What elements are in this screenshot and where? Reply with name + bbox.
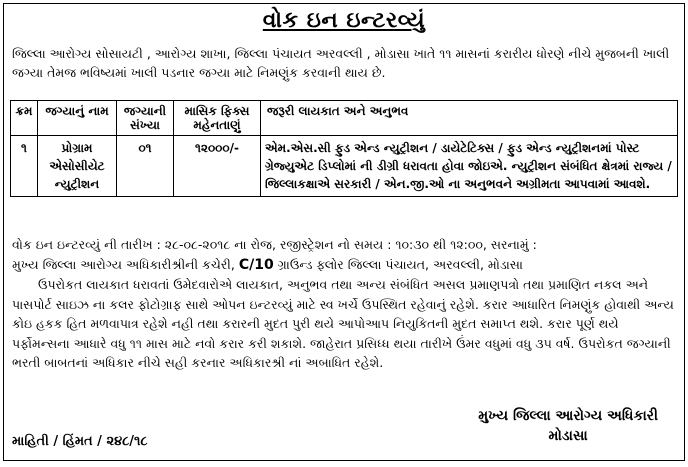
interview-address <box>12 255 676 276</box>
address-location: ગ્રાઉન્ડ ફ્લોર જિલ્લા પંચાયત, અરવલ્લી, મોડાસા <box>273 256 523 272</box>
address-office: મુખ્ય જિલ્લા આરોગ્ય અધિકારીશ્રીની કચેરી, <box>12 256 239 272</box>
notice-body <box>12 235 676 373</box>
header-salary: માસિક ફિક્સ મહેનતાણું <box>174 101 261 136</box>
cell-no: ૧ <box>11 136 38 197</box>
notice-document <box>3 3 685 461</box>
table-header-row <box>11 101 678 136</box>
signatory-designation: મુખ્ય જિલ્લા આરોગ્ય અધિકારી <box>478 408 658 424</box>
signatory-place: મોડાસા <box>548 428 588 444</box>
intro-paragraph: જિલ્લા આરોગ્ય સોસાયટી , આરોગ્ય શાખા, જિલ્લા પંચાયત અરવલ્લી , મોડાસા ખાતે ૧૧ માસનાં કરારીય ધોરણે નીચે મુજબની ખાલી જગ્યા તેમજ ભવિષ્યમાં ખાલી પડનાર જગ્યા માટે નિમણુંક કરવાની થાય છે. <box>12 46 670 80</box>
header-name: જગ્યાનું નામ <box>38 101 117 136</box>
header-qualification: જરૂરી લાયકાત અને અનુભવ <box>261 101 678 136</box>
reference-code: માહિતી / હિંમત / ૨૪૮/૧૮ <box>12 434 148 449</box>
table-row <box>11 136 678 197</box>
cell-qualification: એમ.એસ.સી ફુડ એન્ડ ન્યુટ્રીશન / ડાયેટેટિક્સ / ફુડ એન્ડ ન્યુટ્રીશનમાં પોસ્ટ ગ્રેજ્યુએટ ડિપ્લોમાં ની ડીગ્રી ધરાવતા હોવા જોઇએ. ન્યુટ્રીશન સંબંધિત ક્ષેત્રમાં રાજ્ય / જિલ્લાકક્ષાએ સરકારી / એન.જી.ઓ ના અનુભવને અગ્રીમતા આપવામાં આવશે. <box>261 136 678 197</box>
interview-details: વોક ઇન ઇન્ટરવ્યું ની તારીખ : ૨૮-૦૮-૨૦૧૮ ના રોજ, રજીસ્ટ્રેશન નો સમય : ૧૦:૩૦ થી ૧૨:૦૦, સરનામું : <box>12 237 537 252</box>
cell-post-name: પ્રોગ્રામ એસોસીયેટ ન્યુટ્રીશન <box>38 136 117 197</box>
notice-title: વોક ઇન ઇન્ટરવ્યું <box>262 8 426 33</box>
cell-count: ૦૧ <box>117 136 174 197</box>
header-no: ક્રમ <box>11 101 38 136</box>
signature-block <box>478 406 658 446</box>
cell-salary: ૧૨૦૦૦/- <box>174 136 261 197</box>
address-room: C/10 <box>238 256 274 273</box>
terms-paragraph: ઉપરોકત લાયકાત ધરાવતાં ઉમેદવારોએ લાયકાત, અનુભવ તથા અન્ય સંબંધિત અસલ પ્રમાણપત્રો તથા પ્રમાણિત નકલ અને પાસપોર્ટ સાઇઝ ના કલર ફોટોગ્રાફ સાથે ઓપન ઇન્ટરવ્યું માટે સ્વ ખર્ચે ઉપસ્થિત રહેવાનું રહેશે. કરાર આધારિત નિમણુંક હોવાથી અન્ય કોઇ હકક હિત મળવાપાત્ર રહેશે નહી તથા કરારની મુદત પુરી થયે આપોઆપ નિયુકિતની મુદત સમાપ્ત થશે. કરાર પૂર્ણ થયે પર્ફોમન્સના આધારે વધુ ૧૧ માસ માટે નવો કરાર કરી શકાશે. જાહેરાત પ્રસિધ્ધ થયા તારીખે ઉંમર વધુમાં વધુ ૩૫ વર્ષ. ઉપરોકત જગ્યાની ભરતી બાબતનાં અધિકાર નીચે સહી કરનાર અધિકારશ્રી નાં અબાધિત રહેશે. <box>12 277 674 370</box>
vacancy-table <box>10 100 678 197</box>
header-count: જગ્યાની સંખ્યા <box>117 101 174 136</box>
